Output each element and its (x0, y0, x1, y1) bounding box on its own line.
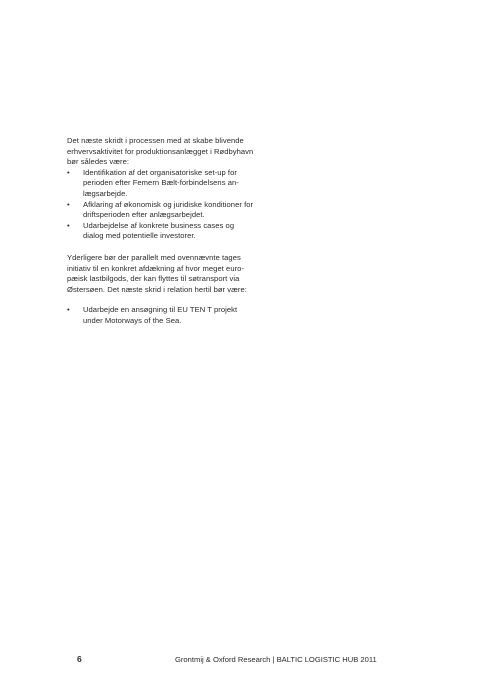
list-item (67, 168, 257, 200)
list-item-line: lægsarbejde. (83, 188, 128, 198)
bullet-icon: • (67, 199, 70, 209)
paragraph-line: pæisk lastbilgods, der kan flyttes til søtransport via (67, 274, 240, 284)
list-item-line: Identifikation af det organisatoriske set-up for (83, 167, 237, 177)
paragraph-line: initiativ til en konkret afdækning af hvor meget euro- (67, 263, 245, 273)
list-item-line: perioden efter Femern Bælt-forbindelsens an- (83, 178, 239, 188)
intro-line: Det næste skridt i processen med at skabe blivende (67, 136, 244, 145)
list-item-line: driftsperioden efter anlægsarbejdet. (83, 210, 205, 220)
paragraph-line: Østersøen. Det næste skrid i relation hertil bør være: (67, 284, 247, 294)
list-item-line: under Motorways of the Sea. (83, 315, 182, 325)
footer-text: Grontmij & Oxford Research | BALTIC LOGISTIC HUB 2011 (175, 655, 377, 664)
list-item-line: Udarbejde en ansøgning til EU TEN T projekt (83, 305, 238, 315)
page-footer (0, 654, 481, 668)
list-item-line: dialog med potentielle investorer. (83, 231, 196, 241)
page-number: 6 (77, 654, 82, 664)
list-item-line: Afklaring af økonomisk og juridiske konditioner for (83, 199, 254, 209)
bullet-icon: • (67, 220, 70, 230)
list-item (67, 200, 257, 221)
project-list (67, 305, 257, 326)
list-item-line: Udarbejdelse af konkrete business cases og (83, 220, 235, 230)
list-item (67, 305, 257, 326)
second-paragraph (67, 253, 257, 295)
bullet-icon: • (67, 305, 70, 315)
intro-paragraph (67, 136, 257, 168)
paragraph-spacer (67, 295, 257, 305)
bullet-icon: • (67, 167, 70, 177)
paragraph-line: Yderligere bør der parallelt med ovennævnte tages (67, 252, 241, 262)
intro-line: erhvervsaktivitet for produktionsanlægget i Rødbyhavn (67, 146, 254, 156)
paragraph-spacer (67, 242, 257, 253)
intro-line: bør således være: (67, 157, 130, 167)
text-column (67, 136, 257, 327)
next-steps-list (67, 168, 257, 242)
list-item (67, 221, 257, 242)
